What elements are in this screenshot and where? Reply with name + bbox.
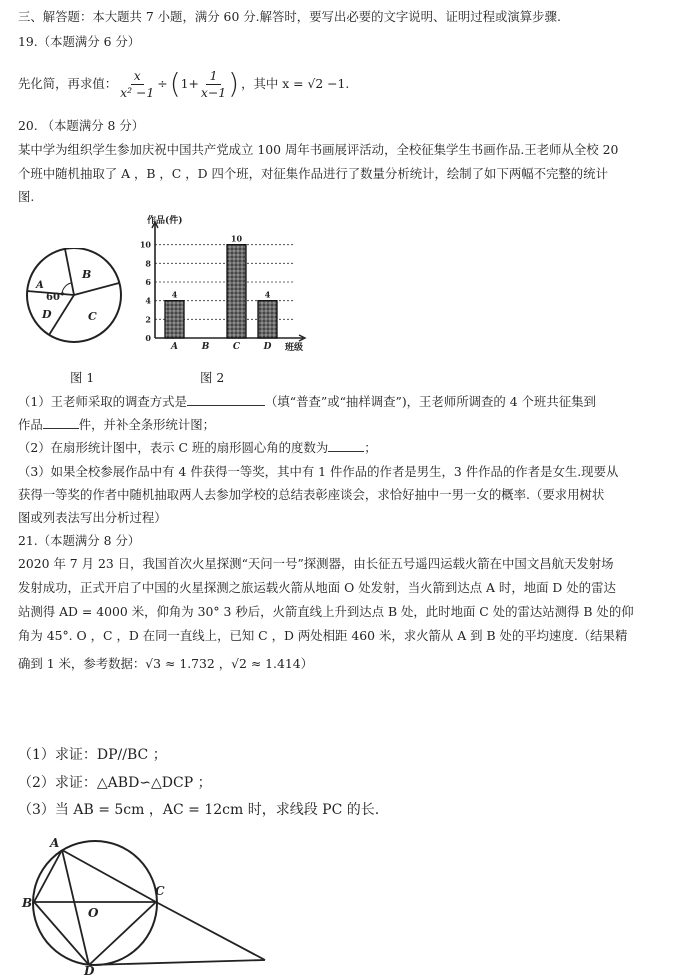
- figure-2-caption: 图 2: [200, 370, 225, 385]
- q20-para-line-3: 图.: [18, 189, 35, 204]
- chart-data-label-d: 4: [264, 289, 271, 300]
- q20-part1-d: 件，并补全条形统计图；: [78, 417, 216, 432]
- q20-part1-blank-1[interactable]: [187, 405, 265, 406]
- pie-radius-2: [65, 249, 74, 295]
- q20-part1-c: 作品: [18, 417, 43, 432]
- q20-part2-b: ；: [364, 440, 377, 455]
- chart-bar-c: [227, 245, 246, 338]
- point-label-d: D: [84, 964, 95, 975]
- q19-header: 19.（本题满分 6 分）: [18, 34, 141, 49]
- q19-frac2-num: 1: [206, 68, 222, 85]
- chord-ac: [62, 850, 156, 902]
- q19-frac1-num: x: [131, 68, 144, 85]
- geometry-circle: [33, 841, 157, 965]
- figure-1-pie: [22, 248, 142, 358]
- pie-label-d: D: [42, 308, 52, 321]
- q20-part1-a: （1）王老师采取的调查方式是: [18, 394, 187, 409]
- pie-angle-label: 60°: [46, 292, 65, 303]
- q20-part2: [18, 440, 377, 456]
- q20-part3-line-2: 获得一等奖的作者中随机抽取两人去参加学校的总结表彰座谈会，求恰好抽中一男一女的概率.（要求用树状: [18, 487, 605, 502]
- chart-x-axis-label: 班级: [285, 343, 304, 353]
- point-label-c: C: [155, 884, 165, 898]
- figure-2-bar-chart: [135, 212, 325, 357]
- section-heading: 三、解答题：本大题共 7 小题，满分 60 分.解答时，要写出必要的文字说明、证明过程或演算步骤.: [18, 9, 561, 24]
- chart-y-tick-label: 4: [145, 295, 151, 306]
- chart-x-tick-d: D: [263, 342, 272, 352]
- q19-frac1-den: x² −1: [120, 84, 155, 100]
- chart-y-tick-label: 0: [145, 333, 151, 343]
- q22-part-1: （1）求证：DP//BC ；: [18, 747, 167, 763]
- pie-label-a: A: [36, 280, 44, 291]
- point-label-o: O: [88, 906, 99, 920]
- q21-para-line-5: 确到 1 米，参考数据：√3 ≈ 1.732 ，√2 ≈ 1.414）: [18, 656, 314, 671]
- q20-part2-blank[interactable]: [328, 451, 364, 452]
- q19-frac2-den: x−1: [200, 84, 227, 100]
- q19-lead: 先化简，再求值：: [18, 76, 118, 91]
- chart-data-label-c: 10: [230, 233, 243, 244]
- q19-expression: [18, 66, 349, 102]
- chart-data-label-a: 4: [171, 289, 178, 300]
- chart-y-tick-label: 8: [145, 258, 151, 269]
- chart-y-axis-label: 作品(件): [147, 216, 183, 226]
- q21-para-line-3: 站测得 AD = 4000 米，仰角为 30° 3 秒后，火箭直线上升到达点 B 处，此时地面 C 处的雷达站测得 B 处的仰: [18, 604, 634, 619]
- point-label-a: A: [50, 836, 60, 850]
- q21-para-line-2: 发射成功，正式开启了中国的火星探测之旅运载火箭从地面 O 处发射，当火箭到达点 A 时，地面 D 处的雷达: [18, 580, 616, 595]
- chart-y-tick-label: 2: [145, 314, 151, 325]
- geometry-figure: [20, 835, 290, 975]
- q20-para-line-1: 某中学为组织学生参加庆祝中国共产党成立 100 周年书画展评活动，全校征集学生书画作品.王老师从全校 20: [18, 142, 619, 157]
- chart-x-tick-b: B: [201, 342, 210, 352]
- q19-one-plus: 1+: [180, 76, 199, 91]
- chart-y-tick-label: 6: [145, 277, 151, 287]
- q21-para-line-4: 角为 45°. O ，C ，D 在同一直线上，已知 C ，D 两处相距 460 米，求火箭从 A 到 B 处的平均速度.（结果精: [18, 628, 628, 643]
- q21-header: 21.（本题满分 8 分）: [18, 533, 141, 548]
- q19-operator: ÷: [157, 76, 168, 91]
- q20-para-line-2: 个班中随机抽取了 A ，B ，C ，D 四个班，对征集作品进行了数量分析统计，绘制了如下两幅不完整的统计: [18, 166, 608, 181]
- q20-part1-line-1: [18, 394, 596, 410]
- q19-where: ，其中 x = √2 −1.: [241, 76, 350, 91]
- q22-part-2: （2）求证：△ABD∽△DCP ；: [18, 775, 212, 791]
- point-label-b: B: [22, 896, 33, 910]
- q19-left-paren: (: [169, 67, 181, 100]
- q20-part2-a: （2）在扇形统计图中，表示 C 班的扇形圆心角的度数为: [18, 440, 329, 455]
- pie-label-b: B: [82, 268, 92, 281]
- q20-part3-line-1: （3）如果全校参展作品中有 4 件获得一等奖，其中有 1 件作品的作者是男生，3 件作品的作者是女生.现要从: [18, 464, 619, 479]
- q19-right-paren: ): [228, 67, 240, 100]
- segment-cp: [156, 902, 265, 960]
- q20-part1-line-2: [18, 417, 215, 433]
- chord-cd: [89, 902, 156, 965]
- pie-label-c: C: [88, 310, 97, 323]
- chart-x-tick-a: A: [171, 342, 178, 352]
- q19-fraction-1: [120, 68, 154, 101]
- q19-fraction-2: [201, 68, 226, 101]
- pie-radius-3: [74, 283, 119, 295]
- q20-part1-b: （填“普查”或“抽样调查”)，王老师所调查的 4 个班共征集到: [264, 394, 596, 409]
- chord-ad: [62, 850, 89, 965]
- chart-bar-d: [258, 301, 277, 338]
- q20-part1-blank-2[interactable]: [43, 428, 79, 429]
- q22-part-3: （3）当 AB = 5cm ，AC = 12cm 时，求线段 PC 的长.: [18, 802, 380, 818]
- q21-para-line-1: 2020 年 7 月 23 日，我国首次火星探测“天问一号”探测器，由长征五号遥四运载火箭在中国文昌航天发射场: [18, 556, 614, 571]
- figure-1-caption: 图 1: [70, 370, 95, 385]
- chart-x-tick-c: C: [232, 342, 241, 352]
- q20-part3-line-3: 图或列表法写出分析过程）: [18, 510, 167, 525]
- q20-header: 20. （本题满分 8 分）: [18, 118, 145, 133]
- chart-y-tick-label: 10: [139, 239, 151, 250]
- chart-bar-a: [165, 301, 184, 338]
